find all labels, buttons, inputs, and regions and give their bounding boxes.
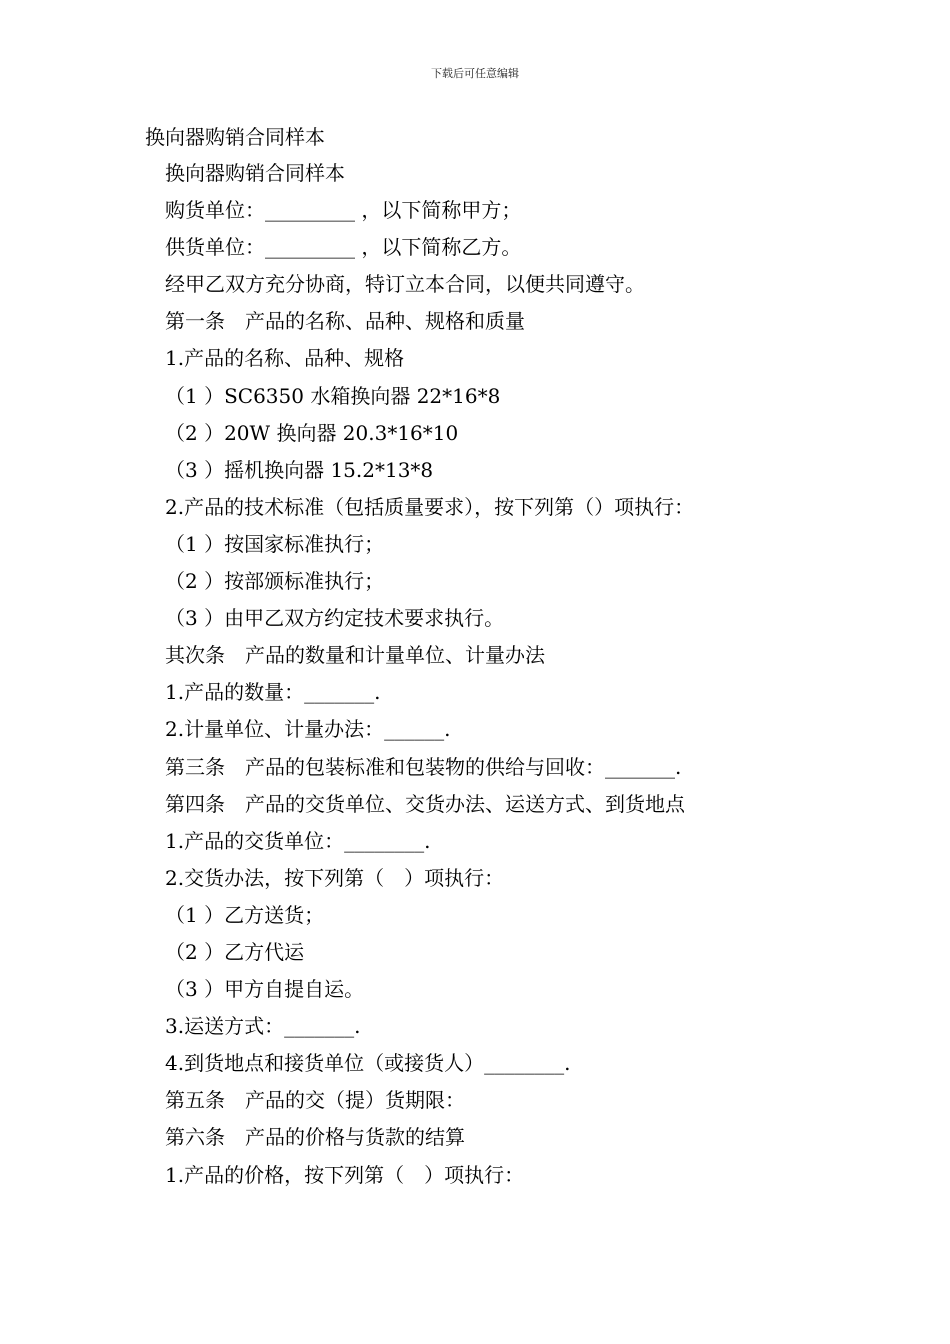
body-line: 购货单位：_________ ，以下简称甲方； xyxy=(165,198,522,223)
page-header: 下载后可任意编辑 xyxy=(431,67,519,80)
document-body xyxy=(165,155,785,1194)
body-line: 第四条 产品的交货单位、交货办法、运送方式、到货地点 xyxy=(165,791,685,816)
document-title: 换向器购销合同样本 xyxy=(145,125,325,149)
body-line: 1.产品的名称、品种、规格 xyxy=(165,346,405,371)
body-line: 2.计量单位、计量办法：______. xyxy=(165,717,451,742)
body-line: 2.产品的技术标准（包括质量要求），按下列第（）项执行： xyxy=(165,494,695,519)
body-line: 换向器购销合同样本 xyxy=(165,161,345,185)
body-line: 第六条 产品的价格与货款的结算 xyxy=(165,1125,465,1150)
body-line: 2.交货办法，按下列第（ ）项执行： xyxy=(165,865,505,890)
body-line: （3 ）摇机换向器 15.2*13*8 xyxy=(165,457,434,482)
body-line: （1 ）按国家标准执行； xyxy=(165,531,385,556)
body-line: （2 ）按部颁标准执行； xyxy=(165,569,385,594)
body-line: 第一条 产品的名称、品种、规格和质量 xyxy=(165,309,525,334)
body-line: （2 ）20W 换向器 20.3*16*10 xyxy=(165,420,459,445)
body-line: 1.产品的数量：_______. xyxy=(165,680,381,705)
body-line: （2 ）乙方代运 xyxy=(165,939,305,964)
body-line: 其次条 产品的数量和计量单位、计量办法 xyxy=(165,643,545,668)
body-line: 第三条 产品的包装标准和包装物的供给与回收：_______. xyxy=(165,754,682,779)
body-line: 4.到货地点和接货单位（或接货人）________. xyxy=(165,1051,571,1076)
body-line: 1.产品的交货单位：________. xyxy=(165,828,431,853)
body-line: （3 ）甲方自提自运。 xyxy=(165,977,365,1002)
body-line: （1 ）乙方送货； xyxy=(165,902,325,927)
body-line: 3.运送方式：_______. xyxy=(165,1014,361,1039)
body-line: 第五条 产品的交（提）货期限： xyxy=(165,1088,465,1113)
body-line: （1 ）SC6350 水箱换向器 22*16*8 xyxy=(165,383,501,408)
body-line: 1.产品的价格，按下列第（ ）项执行： xyxy=(165,1162,525,1187)
body-line: （3 ）由甲乙双方约定技术要求执行。 xyxy=(165,606,505,631)
body-line: 经甲乙双方充分协商，特订立本合同，以便共同遵守。 xyxy=(165,272,645,297)
body-line: 供货单位：_________ ，以下简称乙方。 xyxy=(165,235,522,260)
